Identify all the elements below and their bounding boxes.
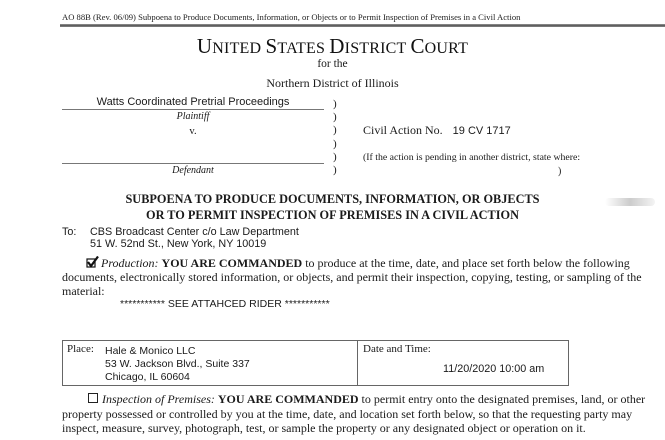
paren: ): [333, 124, 337, 137]
court-name-part: TATES: [277, 40, 330, 57]
place-cell: [63, 341, 358, 385]
recipient-line-2: 51 W. 52nd St., New York, NY 10019: [90, 238, 267, 250]
court-name-part: ISTRICT: [344, 40, 411, 57]
court-name-part: NITED: [212, 40, 266, 57]
recipient-line-1: CBS Broadcast Center c/o Law Department: [90, 226, 299, 238]
title-line-1: SUBPOENA TO PRODUCE DOCUMENTS, INFORMATION, OR OBJECTS: [125, 192, 540, 206]
pending-district-note: (If the action is pending in another district, state where:: [363, 152, 581, 163]
court-name-part: D: [329, 34, 345, 58]
district-name: Northern District of Illinois: [266, 76, 399, 90]
court-name: [0, 34, 665, 59]
inspection-text: to permit entry onto the designated premises, land, or other property possessed or controlled by you at the time, date, and location set forth below, so that the requesting party may inspect, measure, survey, photograph, test, or sample the property or any designated object or operation on it.: [62, 392, 646, 436]
date-time-value: 11/20/2020 10:00 am: [443, 363, 545, 375]
title-line-2: OR TO PERMIT INSPECTION OF PREMISES IN A CIVIL ACTION: [146, 207, 519, 222]
header-rule: [60, 24, 665, 27]
court-name-part: U: [196, 34, 213, 58]
paren: ): [333, 98, 337, 110]
production-command: YOU ARE COMMANDED: [161, 256, 303, 270]
court-name-part: C: [410, 34, 425, 58]
plaintiff-label: Plaintiff: [176, 111, 210, 122]
unchecked-checkbox-icon[interactable]: [88, 393, 98, 403]
caption-parens: [333, 98, 337, 177]
scan-smudge: [605, 198, 655, 206]
defendant-line: [62, 163, 324, 164]
civil-action-label: Civil Action No.: [363, 123, 443, 137]
paren: ): [333, 150, 337, 163]
for-the-label: for the: [317, 58, 348, 70]
court-name-part: S: [265, 34, 278, 58]
subpoena-title: [0, 192, 665, 223]
production-label: Production:: [101, 256, 159, 270]
paren: ): [333, 164, 337, 177]
inspection-paragraph: [62, 392, 662, 436]
plaintiff-line: [62, 109, 324, 110]
plaintiff-name: Watts Coordinated Pretrial Proceedings: [96, 96, 290, 108]
defendant-label: Defendant: [172, 165, 214, 176]
to-label: To:: [62, 226, 77, 238]
pending-close-paren: ): [558, 166, 562, 177]
versus-label: v.: [189, 126, 197, 137]
form-identifier: AO 88B (Rev. 06/09) Subpoena to Produce Documents, Information, or Objects or to Permit Inspection of Premises in a Civil Action: [62, 12, 521, 22]
rider-note: *********** SEE ATTAHCED RIDER ***********: [120, 298, 330, 310]
checked-checkbox-icon[interactable]: [86, 256, 99, 268]
production-paragraph: [62, 256, 662, 298]
court-name-part: OURT: [424, 40, 469, 57]
inspection-command: YOU ARE COMMANDED: [217, 392, 359, 406]
civil-action: [363, 123, 511, 138]
paren: ): [333, 137, 337, 150]
date-time-label: Date and Time:: [363, 343, 431, 355]
production-text: to produce at the time, date, and place set forth below the following documents, electronically stored information, or objects, and permit their inspection, copying, testing, or sampling of the material:: [62, 256, 642, 298]
place-label: Place:: [67, 343, 94, 355]
place-line: Hale & Monico LLC: [105, 345, 196, 357]
place-date-table: [62, 340, 569, 386]
place-line: Chicago, IL 60604: [105, 371, 190, 383]
place-address: [105, 345, 250, 384]
paren: ): [333, 111, 337, 124]
civil-action-number: 19 CV 1717: [452, 125, 511, 137]
inspection-label: Inspection of Premises:: [102, 392, 215, 406]
place-line: 53 W. Jackson Blvd., Suite 337: [105, 358, 250, 370]
